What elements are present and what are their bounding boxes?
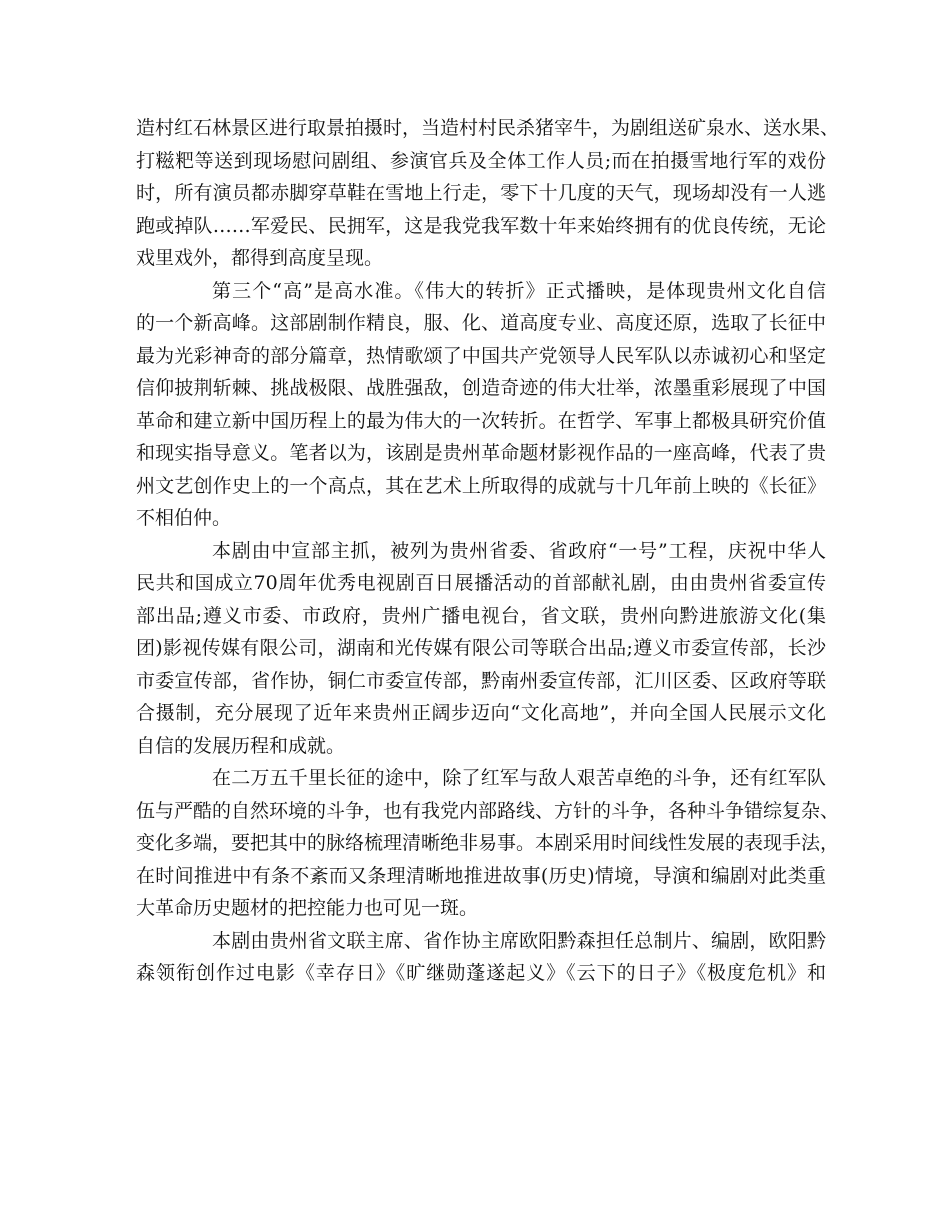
text-line: 不相伯仲。 xyxy=(136,507,232,529)
paragraph-first-line: 本剧由中宣部主抓，被列为贵州省委、省政府“一号”工程，庆祝中华人 xyxy=(212,539,826,562)
text-line: 信仰披荆斩棘、挑战极限、战胜强敌，创造奇迹的伟大壮举，浓墨重彩展现了中国 xyxy=(136,377,826,399)
text-line: 和现实指导意义。笔者以为，该剧是贵州革命题材影视作品的一座高峰，代表了贵 xyxy=(136,442,826,464)
text-line: 戏里戏外，都得到高度呈现。 xyxy=(136,247,384,269)
text-line: 变化多端，要把其中的脉络梳理清晰绝非易事。本剧采用时间线性发展的表现手法， xyxy=(136,832,840,854)
text-line: 州文艺创作史上的一个高点，其在艺术上所取得的成就与十几年前上映的《长征》 xyxy=(136,474,826,497)
text-line: 合摄制，充分展现了近年来贵州正阔步迈向“文化高地”，并向全国人民展示文化 xyxy=(136,702,826,724)
text-line: 时，所有演员都赤脚穿草鞋在雪地上行走，零下十几度的天气，现场却没有一人逃 xyxy=(136,182,826,204)
paragraph-first-line: 本剧由贵州省文联主席、省作协主席欧阳黔森担任总制片、编剧，欧阳黔 xyxy=(212,929,826,952)
body-text xyxy=(136,112,840,990)
text-line: 自信的发展历程和成就。 xyxy=(136,734,346,757)
text-line: 部出品;遵义市委、市政府，贵州广播电视台，省文联，贵州向黔进旅游文化(集 xyxy=(136,604,826,627)
text-line: 造村红石林景区进行取景拍摄时，当造村村民杀猪宰牛，为剧组送矿泉水、送水果、 xyxy=(136,117,840,139)
paragraph-first-line: 在二万五千里长征的途中，除了红军与敌人艰苦卓绝的斗争，还有红军队 xyxy=(212,767,826,789)
text-line: 伍与严酷的自然环境的斗争，也有我党内部路线、方针的斗争，各种斗争错综复杂、 xyxy=(136,799,840,822)
text-line: 市委宣传部，省作协，铜仁市委宣传部，黔南州委宣传部，汇川区委、区政府等联 xyxy=(136,669,826,692)
text-line: 团)影视传媒有限公司，湖南和光传媒有限公司等联合出品;遵义市委宣传部，长沙 xyxy=(136,637,826,659)
text-line: 革命和建立新中国历程上的最为伟大的一次转折。在哲学、军事上都极具研究价值 xyxy=(136,409,826,432)
text-line: 最为光彩神奇的部分篇章，热情歌颂了中国共产党领导人民军队以赤诚初心和坚定 xyxy=(136,344,826,367)
text-line: 森领衔创作过电影《幸存日》《旷继勋蓬遂起义》《云下的日子》《极度危机》和 xyxy=(136,962,826,984)
text-line: 民共和国成立70周年优秀电视剧百日展播活动的首部献礼剧，由由贵州省委宣传 xyxy=(136,572,826,594)
text-line: 跑或掉队……军爱民、民拥军，这是我党我军数十年来始终拥有的优良传统，无论 xyxy=(136,214,826,237)
text-line: 的一个新高峰。这部剧制作精良，服、化、道高度专业、高度还原，选取了长征中 xyxy=(136,312,826,334)
text-line: 打糍粑等送到现场慰问剧组、参演官兵及全体工作人员;而在拍摄雪地行军的戏份 xyxy=(136,149,826,172)
text-line: 在时间推进中有条不紊而又条理清晰地推进故事(历史)情境，导演和编剧对此类重 xyxy=(136,864,826,887)
paragraph-first-line: 第三个“高”是高水准。《伟大的转折》正式播映，是体现贵州文化自信 xyxy=(212,279,826,302)
text-line: 大革命历史题材的把控能力也可见一斑。 xyxy=(136,897,479,919)
